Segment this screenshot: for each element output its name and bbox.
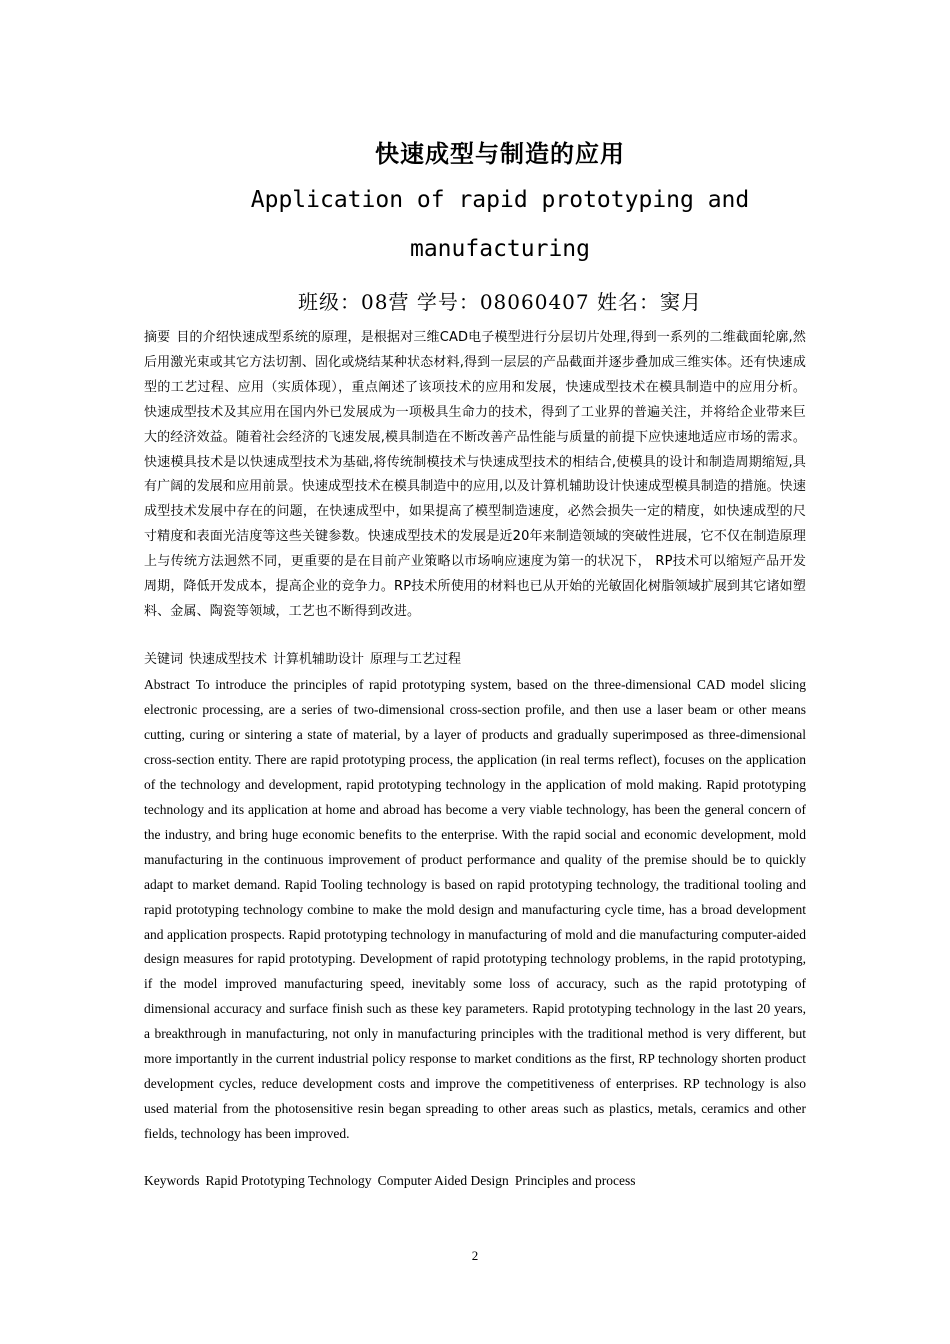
abstract-english-label: Abstract bbox=[144, 677, 190, 692]
keyword-english-2: Computer Aided Design bbox=[377, 1173, 509, 1188]
keywords-english-label: Keywords bbox=[144, 1173, 200, 1188]
keyword-chinese-3: 原理与工艺过程 bbox=[370, 652, 462, 667]
keyword-english-3: Principles and process bbox=[514, 1173, 636, 1188]
abstract-english-text: To introduce the principles of rapid prototyping system, based on the three-dimensional CAD model slicing electronic processing, are a series of two-dimensional cross-section profile, and then use a laser beam or other means cutting, curing or sintering a state of material, by a layer of products and gradually superimposed as three-dimensional cross-section entity. There are rapid prototyping process, the application (in real terms reflect), focuses on the application of the technology and development, rapid prototyping technology in the application of mold making. Rapid prototyping technology and its application at home and abroad has become a very viable technology, has been the general concern of the industry, and bring huge economic benefits to the enterprise. With the rapid social and economic development, mold manufacturing in the continuous improvement of product performance and quality of the premise should be to quickly adapt to market demand. Rapid Tooling technology is based on rapid prototyping technology, the traditional tooling and rapid prototyping technology combine to make the mold design and manufacturing cycle time, has a broad development and application prospects. Rapid prototyping technology in manufacturing of mold and die manufacturing computer-aided design measures for rapid prototyping. Development of rapid prototyping technology problems, in the rapid prototyping, if the model improved manufacturing speed, inevitably some loss of accuracy, such as the rapid prototyping of dimensional accuracy and surface finish such as these key parameters. Rapid prototyping technology in the last 20 years, a breakthrough in manufacturing, not only in manufacturing principles with the traditional method is very different, but more importantly in the current industrial policy response to market conditions as the first, RP technology shorten product development cycles, reduce development costs and improve the competitiveness of enterprises. RP technology is also used material from the photosensitive resin began spreading to other areas such as plastics, metals, ceramics and other fields, technology has been improved. bbox=[144, 677, 806, 1142]
abstract-chinese-text: 目的介绍快速成型系统的原理，是根据对三维CAD电子模型进行分层切片处理,得到一系列的二维截面轮廓,然后用激光束或其它方法切割、固化或烧结某种状态材料,得到一层层的产品截面并逐步叠加成三维实体。还有快速成型的工艺过程、应用（实质体现），重点阐述了该项技术的应用和发展，快速成型技术在模具制造中的应用分析。快速成型技术及其应用在国内外已发展成为一项极具生命力的技术，得到了工业界的普遍关注，并将给企业带来巨大的经济效益。随着社会经济的飞速发展,模具制造在不断改善产品性能与质量的前提下应快速地适应市场的需求。快速模具技术是以快速成型技术为基础,将传统制模技术与快速成型技术的相结合,使模具的设计和制造周期缩短,具有广阔的发展和应用前景。快速成型技术在模具制造中的应用,以及计算机辅助设计快速成型模具制造的措施。快速成型技术发展中存在的问题，在快速成型中，如果提高了模型制造速度，必然会损失一定的精度，如快速成型的尺寸精度和表面光洁度等这些关键参数。快速成型技术的发展是近20年来制造领域的突破性进展，它不仅在制造原理上与传统方法迥然不同，更重要的是在目前产业策略以市场响应速度为第一的状况下， RP技术可以缩短产品开发周期，降低开发成本，提高企业的竞争力。RP技术所使用的材料也已从开始的光敏固化树脂领域扩展到其它诸如塑料、金属、陶瓷等领域，工艺也不断得到改进。 bbox=[144, 330, 806, 619]
page-number: 2 bbox=[471, 1248, 479, 1263]
author-byline: 班级：08营 学号：08060407 姓名：窦月 bbox=[298, 290, 702, 314]
abstract-chinese-label: 摘要 bbox=[144, 330, 171, 345]
abstract-chinese bbox=[144, 326, 806, 625]
abstract-english bbox=[144, 673, 806, 1147]
keywords-chinese-label: 关键词 bbox=[144, 652, 184, 667]
keyword-chinese-2: 计算机辅助设计 bbox=[273, 652, 365, 667]
page-title-chinese: 快速成型与制造的应用 bbox=[375, 140, 625, 168]
keyword-chinese-1: 快速成型技术 bbox=[189, 652, 268, 667]
keywords-english bbox=[144, 1171, 806, 1191]
page-title-english-line2: manufacturing bbox=[409, 236, 590, 262]
page-title-english-line1: Application of rapid prototyping and bbox=[250, 187, 750, 213]
keywords-chinese bbox=[144, 650, 806, 670]
keyword-english-1: Rapid Prototyping Technology bbox=[205, 1173, 372, 1188]
